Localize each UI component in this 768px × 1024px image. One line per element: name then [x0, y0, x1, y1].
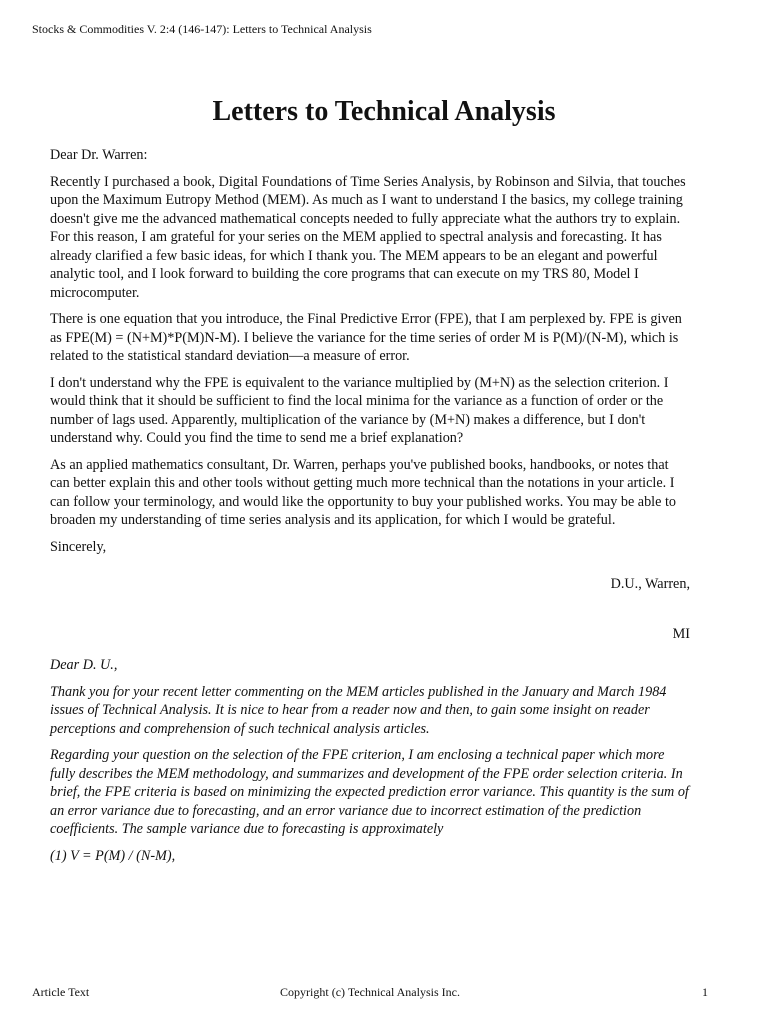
letter-paragraph-3: I don't understand why the FPE is equivalent to the variance multiplied by (M+N) as the selection criterion. I would think that it should be sufficient to find the local minima for the variance as a function of order or the number of lags used. Apparently, multiplication of the variance by (M+N) makes a difference, but I don't understand why. Could you find the time to send me a brief explanation? [50, 374, 669, 446]
page-title: Letters to Technical Analysis [212, 96, 556, 127]
signature-state: MI [672, 625, 690, 642]
signature-name: D.U., Warren, [610, 576, 690, 592]
letter-salutation: Dear Dr. Warren: [50, 147, 148, 163]
letter-paragraph-1: Recently I purchased a book, Digital Foundations of Time Series Analysis, by Robinson and Silvia, that touches upon the Maximum Eutropy Method (MEM). As much as I want to understand I the basics, my college training doesn't give me the advanced mathematical concepts needed to fully appreciate what the authors try to explain. For this reason, I am grateful for your series on the MEM applied to spectral analysis and forecasting. It has already clarified a few basic ideas, for which I thank you. The MEM appears to be an elegant and powerful analytic tool, and I look forward to building the core programs that can execute on my TRS 80, Model I microcomputer. [50, 173, 686, 301]
reply-paragraph-1: Thank you for your recent letter commenting on the MEM articles published in the January and March 1984 issues of Technical Analysis. It is nice to hear from a reader now and then, to gain some insight on reader perceptions and comprehension of such technical analysis articles. [50, 683, 667, 737]
letter-paragraph-2: There is one equation that you introduce, the Final Predictive Error (FPE), that I am perplexed by. FPE is given as FPE(M) = (N+M)*P(M)N-M). I believe the variance for the time series of order M is P(M)/(N-M), which is related to the statistical standard deviation—a measure of error. [50, 311, 682, 364]
running-head: Stocks & Commodities V. 2:4 (146-147): Letters to Technical Analysis [32, 22, 372, 36]
reply-salutation: Dear D. U., [50, 657, 118, 673]
reply-paragraph-2: Regarding your question on the selection of the FPE criterion, I am enclosing a technical paper which more fully describes the MEM methodology, and summarizes and development of the FPE order selection criteria. In brief, the FPE criteria is based on minimizing the expected prediction error variance. This quantity is the sum of an error variance due to forecasting, and an error variance due to incorrect estimation of the prediction coefficients. The sample variance due to forecasting is approximately [50, 747, 689, 837]
letter-closing: Sincerely, [50, 538, 107, 555]
footer-left-label: Article Text [32, 985, 90, 999]
letter-paragraph-4: As an applied mathematics consultant, Dr. Warren, perhaps you've published books, handbooks, or notes that can better explain this and other tools without getting much more technical than the notations in your article. I can follow your terminology, and would like the opportunity to buy your published works. You may be able to broaden my understanding of time series analysis and its application, for which I would be grateful. [50, 456, 677, 528]
article-body [50, 146, 690, 873]
reply-equation: (1) V = P(M) / (N-M), [50, 847, 176, 864]
footer-copyright: Copyright (c) Technical Analysis Inc. [280, 985, 460, 999]
page-number: 1 [702, 985, 708, 999]
